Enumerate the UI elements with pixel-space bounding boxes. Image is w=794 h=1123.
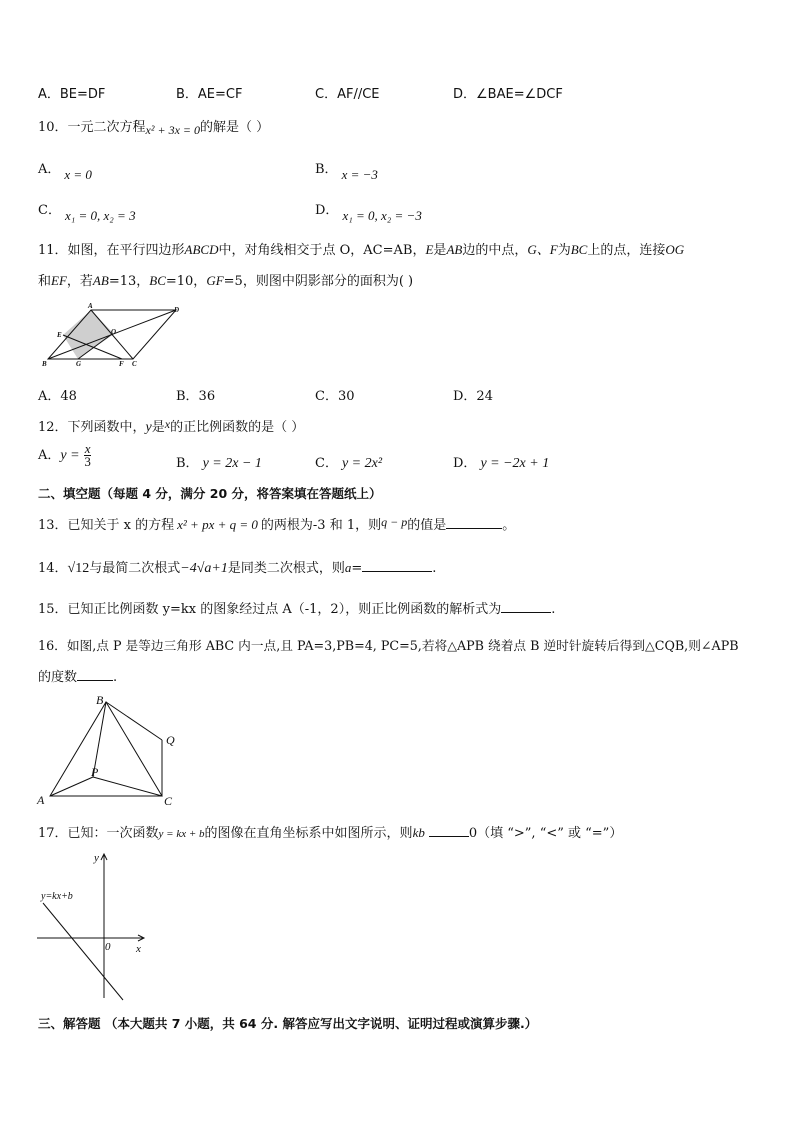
q16-text: . — [113, 670, 118, 685]
q11-label-e: E — [57, 331, 62, 339]
q12-option-c-expr: y = 2x² — [341, 456, 383, 471]
q10-stem-suffix: 的解是（ ） — [200, 120, 270, 135]
q17-text: 0（填 “>”, “<” 或 “=”） — [468, 826, 623, 841]
q11-label-a: A — [88, 302, 93, 310]
q12-option-c — [315, 452, 382, 472]
q11-option-a: A．48 — [38, 389, 77, 404]
q16-segment-pa — [50, 777, 93, 796]
q16-label-a: A — [37, 793, 45, 807]
q11-text: =5，则图中阴影部分的面积为( ) — [223, 274, 414, 289]
q14-text: 是同类二次根式，则 — [227, 561, 345, 576]
q12-option-a-denominator: 3 — [84, 454, 91, 469]
q11-bc: BC — [570, 242, 588, 257]
q16-text: 的度数 — [38, 670, 78, 685]
q11-option-d: D．24 — [453, 389, 493, 404]
q12-text: 是 — [151, 420, 165, 435]
q13-text: 的值是 — [407, 518, 447, 533]
q10-equation: x² + 3x = 0 — [145, 123, 200, 137]
q11-text: 11．如图，在平行四边形 — [38, 243, 185, 258]
q11-label-b: B — [42, 360, 47, 368]
q9-option-c: C．AF//CE — [315, 87, 380, 102]
q17-equation: y = kx + b — [158, 828, 205, 840]
q16-segment-bq — [106, 702, 162, 740]
q9-option-d: D．∠BAE=∠DCF — [453, 87, 563, 102]
q12-option-a-fraction — [84, 443, 92, 468]
q12-option-b-label: B． — [176, 456, 199, 471]
q10-option-b — [315, 158, 378, 182]
q14 — [38, 557, 436, 577]
q10-stem-prefix: 10．一元二次方程 — [38, 120, 146, 135]
q11-text: 上的点，连接 — [587, 243, 666, 258]
q17 — [38, 822, 622, 841]
q11-text: 边的中点， — [462, 243, 528, 258]
q10-stem — [38, 116, 269, 138]
q11-label-c: C — [132, 360, 137, 368]
q13-text: 。 — [502, 518, 516, 533]
q11-ab13: AB — [92, 273, 109, 288]
q16-line2 — [38, 666, 117, 685]
q17-figure-graph — [34, 848, 154, 1004]
q15-text: . — [551, 602, 556, 617]
q16-label-c: C — [164, 794, 173, 808]
q10-option-c-label: C． — [38, 203, 61, 218]
q10-option-d-expr: x₁ = 0, x₂ = −3 — [342, 208, 422, 223]
q11-text: 是 — [433, 243, 447, 258]
q11-bc10: BC — [149, 273, 166, 288]
q11-label-d: D — [174, 306, 180, 314]
q16-label-p: P — [91, 765, 99, 779]
q17-kb: kb — [412, 825, 425, 840]
q10-option-b-label: B． — [315, 162, 338, 177]
q12-option-b — [176, 452, 262, 472]
q12-option-a-lhs: y = — [60, 448, 80, 463]
q12-y: y — [145, 420, 152, 435]
q17-function-line — [43, 903, 123, 1000]
q13-expression: q − p — [381, 515, 408, 529]
q14-answer-blank[interactable] — [362, 571, 432, 572]
q11-ab: AB — [446, 242, 463, 257]
q14-text: 与最简二次根式 — [89, 561, 181, 576]
q14-text: . — [432, 561, 437, 576]
q11-gf: G、F — [527, 242, 558, 257]
q11-e: E — [425, 242, 434, 257]
q15-text: 15．已知正比例函数 y=kx 的图象经过点 A（-1，2），则正比例函数的解析式为 — [38, 602, 502, 617]
q11-text: =10， — [165, 274, 207, 289]
q10-option-b-expr: x = −3 — [341, 167, 378, 182]
q14-sqrt-12: √12 — [67, 561, 90, 576]
q11-text: 为 — [557, 243, 571, 258]
q13-equation: x² + px + q = 0 — [177, 517, 258, 532]
q16-triangle-abc — [50, 702, 162, 796]
q10-option-c-expr: x₁ = 0, x₂ = 3 — [64, 208, 136, 223]
q12-option-d-expr: y = −2x + 1 — [480, 456, 550, 471]
q17-label-origin: 0 — [105, 941, 111, 953]
q11-option-c: C．30 — [315, 389, 355, 404]
q10-option-d-label: D． — [315, 203, 339, 218]
q11-label-g: G — [76, 360, 82, 368]
q12-stem — [38, 416, 304, 436]
q10-option-a — [38, 158, 92, 182]
section-3-title: 三、解答题 （本大题共 7 小题，共 64 分. 解答应写出文字说明、证明过程或演算步骤.） — [38, 1016, 538, 1031]
q12-text: 12．下列函数中， — [38, 420, 146, 435]
q16-figure-triangle — [34, 692, 194, 810]
q11-option-b: B．36 — [176, 389, 216, 404]
q11-label-f: F — [119, 360, 124, 368]
q11-text: 中，对角线相交于点 O，AC=AB， — [218, 243, 426, 258]
q12-option-d — [453, 452, 549, 472]
q11-text: ，若 — [66, 274, 93, 289]
q14-text: = — [351, 561, 363, 576]
q11-abcd: ABCD — [184, 242, 219, 257]
q16-segment-pc — [93, 777, 162, 796]
q17-text: 17．已知：一次函数 — [38, 826, 159, 841]
q14-text: 14． — [38, 561, 68, 576]
q14-radical: −4√a+1 — [180, 561, 228, 576]
q12-option-b-expr: y = 2x − 1 — [202, 456, 262, 471]
q16-answer-blank[interactable] — [77, 680, 113, 681]
q13 — [38, 514, 515, 533]
q12-option-d-label: D． — [453, 456, 477, 471]
q9-option-b: B．AE=CF — [176, 87, 243, 102]
q11-text: 和 — [38, 274, 52, 289]
q11-text: =13， — [108, 274, 150, 289]
q17-label-line: y=kx+b — [41, 891, 73, 902]
q12-option-c-label: C． — [315, 456, 338, 471]
q12-option-a — [38, 443, 91, 468]
q11-figure-parallelogram — [38, 302, 188, 372]
q10-option-c — [38, 199, 136, 223]
section-2-title: 二、填空题（每题 4 分，满分 20 分，将答案填在答题纸上） — [38, 486, 382, 501]
q16-label-q: Q — [166, 733, 175, 747]
q17-text: 的图像在直角坐标系中如图所示，则 — [204, 826, 413, 841]
q13-text: 13．已知关于 x 的方程 — [38, 518, 175, 533]
q12-x: x — [164, 417, 171, 431]
q16-label-b: B — [96, 693, 104, 707]
q16-line1: 16．如图,点 P 是等边三角形 ABC 内一点,且 PA=3,PB=4, PC=5,若将△APB 绕着点 B 逆时针旋转后得到△CQB,则∠APB — [38, 638, 739, 653]
q12-option-a-label: A． — [38, 448, 61, 463]
q12-option-a-numerator: x — [84, 441, 91, 456]
q10-option-a-expr: x = 0 — [64, 167, 92, 182]
q9-option-a: A．BE=DF — [38, 87, 106, 102]
q13-text: 的两根为-3 和 1，则 — [260, 518, 382, 533]
q11-gf5: GF — [206, 273, 224, 288]
q11-line2 — [38, 270, 413, 289]
q17-label-y: y — [94, 852, 99, 864]
q13-answer-blank[interactable] — [446, 528, 502, 529]
q11-ef: EF — [51, 273, 67, 288]
q10-option-a-label: A． — [38, 162, 61, 177]
q11-label-o: O — [111, 328, 117, 336]
q15-answer-blank[interactable] — [501, 612, 551, 613]
q10-option-d — [315, 199, 422, 223]
q11-og: OG — [665, 242, 685, 257]
q15 — [38, 598, 555, 617]
q11-line1 — [38, 239, 684, 258]
q17-label-x: x — [136, 943, 141, 955]
q12-text: 的正比例函数的是（ ） — [170, 420, 305, 435]
q14-variable: a — [344, 560, 352, 575]
q17-answer-blank[interactable] — [429, 836, 469, 837]
